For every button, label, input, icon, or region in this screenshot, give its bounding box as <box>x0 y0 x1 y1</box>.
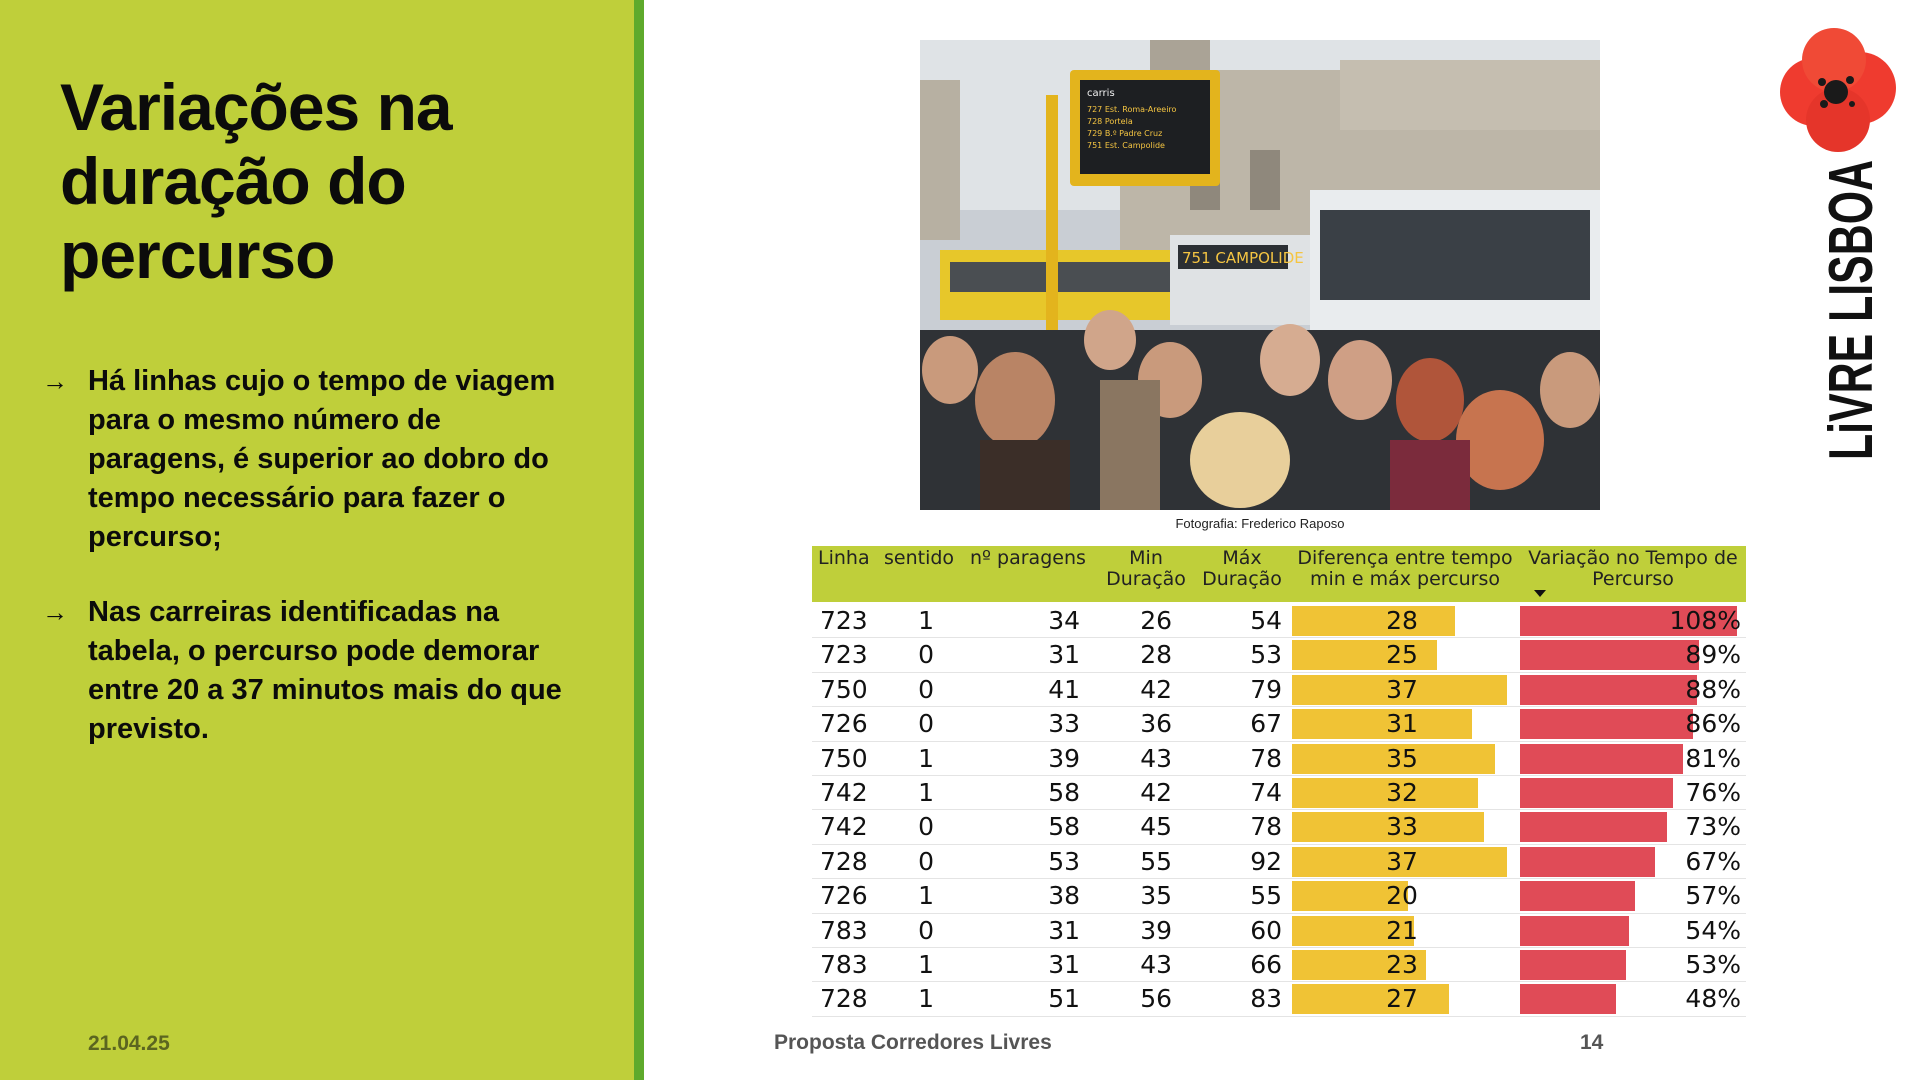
cell-sentido: 1 <box>918 949 934 979</box>
cell-sentido: 0 <box>918 846 934 876</box>
cell-max-duracao: 66 <box>1250 949 1282 979</box>
left-panel <box>0 0 644 1080</box>
cell-diferenca: 32 <box>1386 777 1418 807</box>
sign-line: 729 B.º Padre Cruz <box>1087 129 1163 138</box>
photo-caption: Fotografia: Frederico Raposo <box>1175 516 1345 531</box>
table-row <box>812 810 1746 844</box>
cell-paragens: 53 <box>1048 846 1080 876</box>
cell-paragens: 31 <box>1048 640 1080 670</box>
cell-paragens: 58 <box>1048 777 1080 807</box>
table-row <box>812 948 1746 982</box>
header-min-duracao: Min Duração <box>1106 547 1186 590</box>
cell-linha: 750 <box>820 743 868 773</box>
cell-sentido: 1 <box>918 606 934 635</box>
cell-paragens: 58 <box>1048 812 1080 842</box>
poppy-icon <box>1780 28 1896 152</box>
cell-variacao: 73% <box>1685 812 1741 842</box>
sign-line: 751 Est. Campolide <box>1087 141 1165 150</box>
cell-paragens: 41 <box>1048 674 1080 704</box>
sign-line: 728 Portela <box>1087 117 1133 126</box>
cell-linha: 726 <box>820 881 868 911</box>
cell-paragens: 31 <box>1048 949 1080 979</box>
duration-table <box>812 546 1746 1014</box>
cell-linha: 750 <box>820 674 868 704</box>
cell-sentido: 1 <box>918 743 934 773</box>
cell-paragens: 39 <box>1048 743 1080 773</box>
cell-min-duracao: 28 <box>1140 640 1172 670</box>
cell-variacao: 108% <box>1669 606 1741 635</box>
table-row <box>812 845 1746 879</box>
cell-variacao: 76% <box>1685 777 1741 807</box>
cell-linha: 783 <box>820 949 868 979</box>
cell-min-duracao: 43 <box>1140 743 1172 773</box>
cell-variacao: 81% <box>1685 743 1741 773</box>
table-row <box>812 742 1746 776</box>
cell-sentido: 0 <box>918 674 934 704</box>
cell-diferenca: 33 <box>1386 812 1418 842</box>
bullet-item <box>42 593 562 749</box>
cell-min-duracao: 36 <box>1140 709 1172 739</box>
cell-variacao: 67% <box>1685 846 1741 876</box>
cell-max-duracao: 74 <box>1250 777 1282 807</box>
cell-paragens: 51 <box>1048 984 1080 1014</box>
cell-min-duracao: 55 <box>1140 846 1172 876</box>
cell-paragens: 34 <box>1048 606 1080 635</box>
cell-sentido: 1 <box>918 777 934 807</box>
cell-linha: 783 <box>820 915 868 945</box>
table-header <box>812 546 1746 602</box>
header-variacao: Variação no Tempo de Percurso <box>1528 547 1738 590</box>
bullet-list <box>42 362 562 785</box>
cell-max-duracao: 55 <box>1250 881 1282 911</box>
header-sentido: sentido <box>884 547 955 569</box>
table-row <box>812 914 1746 948</box>
slide-date: 21.04.25 <box>88 1032 170 1055</box>
cell-max-duracao: 92 <box>1250 846 1282 876</box>
crowd-photo <box>920 40 1600 510</box>
cell-max-duracao: 54 <box>1250 606 1282 635</box>
cell-max-duracao: 67 <box>1250 709 1282 739</box>
bus-destination-text: 751 CAMPOLIDE <box>1182 249 1304 267</box>
cell-min-duracao: 42 <box>1140 674 1172 704</box>
cell-min-duracao: 43 <box>1140 949 1172 979</box>
cell-sentido: 1 <box>918 984 934 1014</box>
table-row <box>812 776 1746 810</box>
cell-linha: 728 <box>820 846 868 876</box>
cell-sentido: 0 <box>918 640 934 670</box>
cell-max-duracao: 79 <box>1250 674 1282 704</box>
cell-paragens: 38 <box>1048 881 1080 911</box>
cell-diferenca: 21 <box>1386 915 1418 945</box>
cell-diferenca: 31 <box>1386 709 1418 739</box>
cell-linha: 742 <box>820 812 868 842</box>
cell-min-duracao: 35 <box>1140 881 1172 911</box>
sort-descending-icon[interactable] <box>1534 590 1546 597</box>
cell-max-duracao: 78 <box>1250 812 1282 842</box>
cell-diferenca: 37 <box>1386 674 1418 704</box>
table-row <box>812 707 1746 741</box>
arrow-right-icon: → <box>42 366 68 396</box>
cell-variacao: 88% <box>1685 674 1741 704</box>
cell-min-duracao: 56 <box>1140 984 1172 1014</box>
sign-line: carris <box>1087 88 1115 99</box>
sign-line: 727 Est. Roma-Areeiro <box>1087 105 1177 114</box>
livre-lisboa-logo <box>1772 20 1902 470</box>
bullet-item <box>42 362 562 557</box>
cell-diferenca: 35 <box>1386 743 1418 773</box>
page-number: 14 <box>1580 1031 1604 1054</box>
cell-diferenca: 37 <box>1386 846 1418 876</box>
cell-variacao: 57% <box>1685 881 1741 911</box>
cell-sentido: 0 <box>918 812 934 842</box>
cell-min-duracao: 45 <box>1140 812 1172 842</box>
cell-sentido: 1 <box>918 881 934 911</box>
cell-variacao: 53% <box>1685 949 1741 979</box>
cell-max-duracao: 78 <box>1250 743 1282 773</box>
cell-variacao: 89% <box>1685 640 1741 670</box>
header-paragens: nº paragens <box>970 547 1086 569</box>
cell-linha: 726 <box>820 709 868 739</box>
cell-variacao: 54% <box>1685 915 1741 945</box>
table-row <box>812 604 1746 638</box>
header-diferenca: Diferença entre tempo min e máx percurso <box>1297 547 1513 590</box>
bullet-text: Nas carreiras identificadas na tabela, o percurso pode demorar entre 20 a 37 minutos mais do que previsto. <box>88 596 562 745</box>
header-max-duracao: Máx Duração <box>1202 547 1282 590</box>
page-title: Variações na duração do percurso <box>60 70 452 292</box>
cell-sentido: 0 <box>918 709 934 739</box>
cell-paragens: 33 <box>1048 709 1080 739</box>
cell-diferenca: 27 <box>1386 984 1418 1014</box>
cell-linha: 742 <box>820 777 868 807</box>
table-row <box>812 638 1746 672</box>
table-row <box>812 982 1746 1016</box>
table-body <box>812 604 1746 1017</box>
cell-variacao: 86% <box>1685 709 1741 739</box>
table-row <box>812 673 1746 707</box>
arrow-right-icon: → <box>42 597 68 627</box>
bullet-text: Há linhas cujo o tempo de viagem para o mesmo número de paragens, é superior ao dobro do tempo necessário para fazer o percurso; <box>88 365 556 553</box>
cell-max-duracao: 53 <box>1250 640 1282 670</box>
header-linha: Linha <box>818 547 870 569</box>
cell-max-duracao: 60 <box>1250 915 1282 945</box>
cell-paragens: 31 <box>1048 915 1080 945</box>
cell-linha: 728 <box>820 984 868 1014</box>
cell-min-duracao: 39 <box>1140 915 1172 945</box>
cell-diferenca: 25 <box>1386 640 1418 670</box>
cell-diferenca: 23 <box>1386 949 1418 979</box>
logo-text: LiVRE LISBOA <box>1817 25 1886 460</box>
table-row <box>812 879 1746 913</box>
cell-max-duracao: 83 <box>1250 984 1282 1014</box>
cell-linha: 723 <box>820 606 868 635</box>
cell-linha: 723 <box>820 640 868 670</box>
cell-sentido: 0 <box>918 915 934 945</box>
cell-variacao: 48% <box>1685 984 1741 1014</box>
cell-min-duracao: 42 <box>1140 777 1172 807</box>
cell-min-duracao: 26 <box>1140 606 1172 635</box>
cell-diferenca: 28 <box>1386 606 1418 635</box>
footer-title: Proposta Corredores Livres <box>774 1031 1052 1054</box>
cell-diferenca: 20 <box>1386 881 1418 911</box>
